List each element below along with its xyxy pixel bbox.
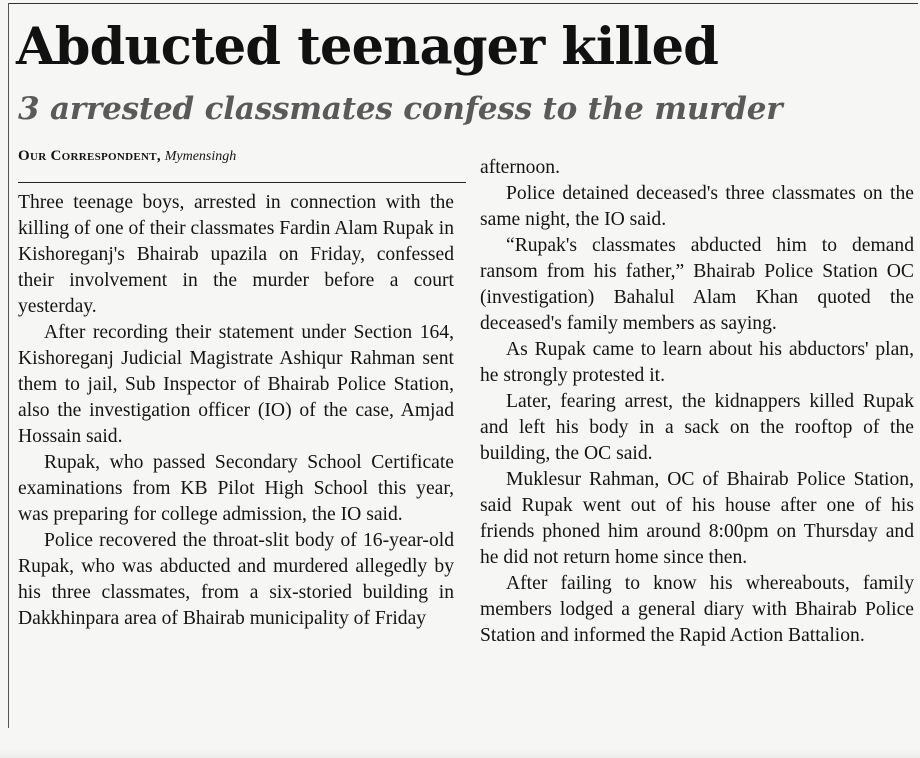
paragraph: Three teenage boys, arrested in connection with the killing of one of their classmates Fardin Alam Rupak in Kishoreganj's Bhairab upazila on Friday, confessed their involvement in the murder before a court yesterday. [18,192,454,317]
page-edge [0,750,920,758]
paragraph: Police detained deceased's three classmates on the same night, the IO said. [480,183,914,230]
headline: Abducted teenager killed [16,17,719,77]
top-rule [8,3,918,4]
paragraph: Rupak, who passed Secondary School Certificate examinations from KB Pilot High School this year, was preparing for college admission, the IO said. [18,452,454,525]
article-column-2 [480,155,914,649]
paragraph: After recording their statement under Section 164, Kishoreganj Judicial Magistrate Ashiqur Rahman sent them to jail, Sub Inspector of Bhairab Police Station, also the investigation officer (IO) of the case, Amjad Hossain said. [18,322,454,447]
left-rule [8,3,9,728]
paragraph: Police recovered the throat-slit body of 16-year-old Rupak, who was abducted and murdered allegedly by his three classmates, from a six-storied building in Dakkhinpara area of Bhairab municipality of Friday [18,530,454,629]
paragraph: As Rupak came to learn about his abductors' plan, he strongly protested it. [480,339,914,386]
paragraph: After failing to know his whereabouts, family members lodged a general diary with Bhairab Police Station and informed the Rapid Action Battalion. [480,573,914,646]
byline-rule [18,182,466,183]
paragraph: “Rupak's classmates abducted him to demand ransom from his father,” Bhairab Police Station OC (investigation) Bahalul Alam Khan quoted the deceased's family members as saying. [480,235,914,334]
paragraph: Muklesur Rahman, OC of Bhairab Police Station, said Rupak went out of his house after one of his friends phoned him around 8:00pm on Thursday and he did not return home since then. [480,469,914,568]
byline [18,147,236,166]
paragraph-continuation: afternoon. [480,157,560,178]
article-column-1 [18,190,454,632]
paragraph: Later, fearing arrest, the kidnappers killed Rupak and left his body in a sack on the rooftop of the building, the OC said. [480,391,914,464]
byline-location: Mymensingh [164,149,237,164]
byline-correspondent: Our Correspondent, [18,148,161,164]
subheadline: 3 arrested classmates confess to the murder [18,91,783,127]
